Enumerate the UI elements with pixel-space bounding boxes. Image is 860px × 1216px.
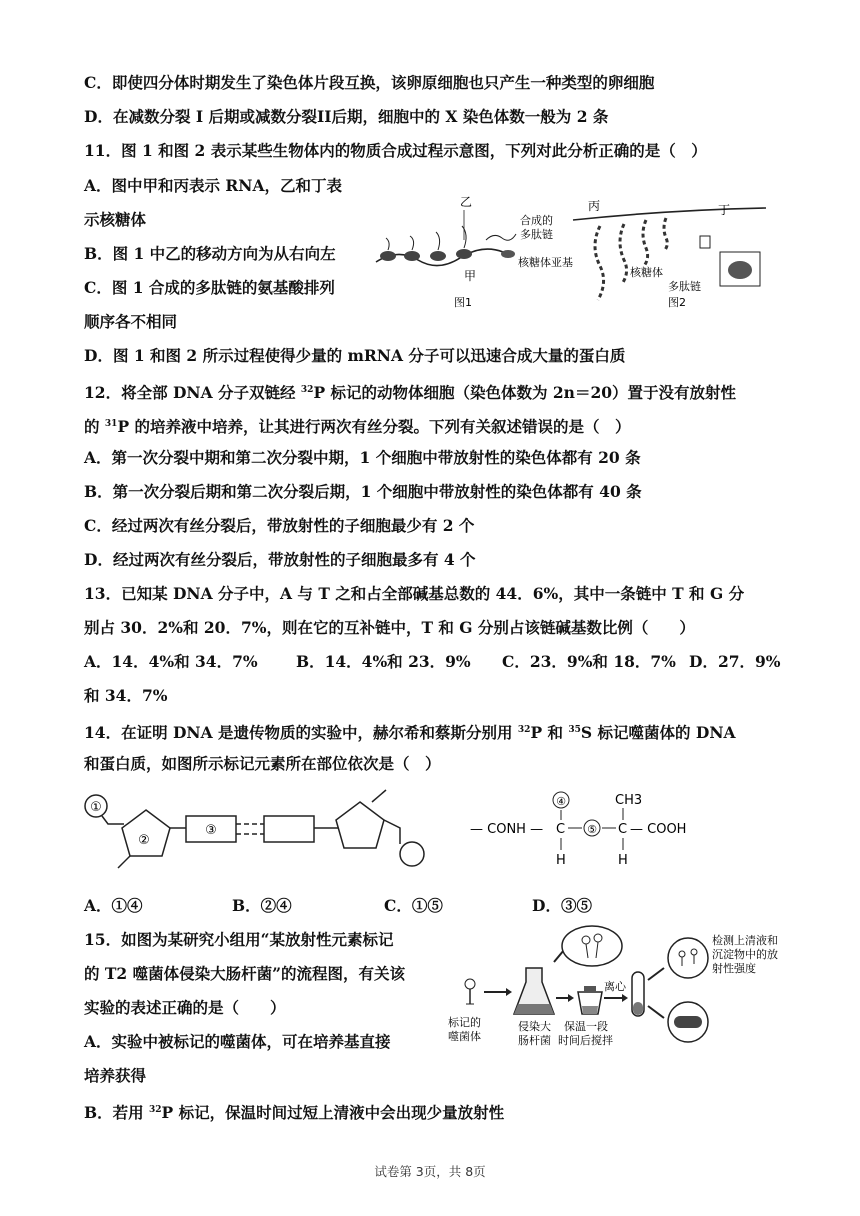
q13-options	[84, 651, 784, 673]
q12-option-d: D．经过两次有丝分裂后，带放射性的子细胞最多有 4 个	[84, 550, 476, 569]
label-labeled-line1: 标记的	[448, 1016, 481, 1029]
q15-option-a-line2: 培养获得	[84, 1066, 147, 1085]
q12-stem-line2: 的 $^{31}$P 的培养液中培养，让其进行两次有丝分裂。下列有关叙述错误的是（ ）	[84, 417, 631, 436]
marker-2: ②	[138, 833, 150, 848]
q11-option-a-line2: 示核糖体	[84, 210, 147, 229]
q14-option-a: A．①④	[84, 896, 143, 915]
q13-stem-line2: 别占 30．2%和 20．7%，则在它的互补链中，T 和 G 分别占该链碱基数比例（ ）	[84, 618, 695, 637]
test-tube-icon	[632, 972, 644, 1016]
q11-option-a-line1: A．图中甲和丙表示 RNA，乙和丁表	[84, 176, 342, 195]
q14-stem-line2: 和蛋白质，如图所示标记元素所在部位依次是（ ）	[84, 754, 441, 773]
label-peptide-chain: 多肽链	[668, 280, 701, 293]
phage-experiment-flowchart	[442, 922, 832, 1052]
label-conh: — CONH —	[470, 822, 544, 837]
q15-option-b: B．若用 $^{32}$P 标记，保温时间过短上清液中会出现少量放射性	[84, 1103, 505, 1122]
flask-icon	[514, 968, 554, 1014]
q13-option-b: B．14．4%和 23．9%	[296, 652, 471, 671]
label-cooh: — COOH	[630, 822, 687, 837]
nucleotide-diagram	[82, 788, 442, 888]
q14-option-c: C．①⑤	[384, 896, 443, 915]
q14-stem-line1: 14．在证明 DNA 是遗传物质的实验中，赫尔希和蔡斯分别用 $^{32}$P 和 $^{35}$S 标记噬菌体的 DNA	[84, 723, 736, 742]
q13-option-c: C．23．9%和 18．7%	[502, 652, 676, 671]
carbon-1: C	[556, 822, 566, 837]
label-ding: 丁	[718, 203, 731, 217]
hydrogen-1: H	[556, 853, 566, 868]
pellet-icon	[668, 1002, 708, 1042]
hydrogen-2: H	[618, 853, 628, 868]
q15-stem-line1: 15．如图为某研究小组用“某放射性元素标记	[84, 930, 394, 949]
q12-option-c: C．经过两次有丝分裂后，带放射性的子细胞最少有 2 个	[84, 516, 475, 535]
q12-stem-line1: 12．将全部 DNA 分子双链经 $^{32}$P 标记的动物体细胞（染色体数为 2n＝20）置于没有放射性	[84, 383, 737, 402]
label-infect-line2: 肠杆菌	[518, 1034, 551, 1047]
supernatant-icon	[668, 938, 708, 978]
q13-option-a: A．14．4%和 34．7%	[84, 652, 258, 671]
label-labeled-line2: 噬菌体	[448, 1030, 481, 1043]
marker-5: ⑤	[587, 823, 597, 836]
phage-icon	[465, 979, 475, 1004]
q11-stem: 11．图 1 和图 2 表示某些生物体内的物质合成过程示意图，下列对此分析正确的是（ ）	[84, 141, 707, 160]
q15-stem-line3: 实验的表述正确的是（ ）	[84, 998, 286, 1017]
label-yi: 乙	[460, 195, 473, 209]
label-detect-line1: 检测上清液和	[712, 934, 778, 947]
fig1-caption: 图1	[454, 296, 472, 309]
q11-option-c-line2: 顺序各不相同	[84, 312, 178, 331]
label-jia: 甲	[464, 269, 477, 283]
label-centrifuge: 离心	[604, 980, 626, 993]
q12-option-b: B．第一次分裂后期和第二次分裂后期，1 个细胞中带放射性的染色体都有 40 条	[84, 482, 642, 501]
blender-icon	[578, 986, 602, 1014]
magnified-phage-icon	[562, 926, 622, 966]
carbon-2: C	[618, 822, 628, 837]
label-peptide-line2: 多肽链	[520, 228, 553, 241]
q10-option-d: D．在减数分裂 I 后期或减数分裂II后期，细胞中的 X 染色体数一般为 2 条	[84, 107, 609, 126]
marker-3: ③	[205, 823, 217, 838]
q15-stem-line2: 的 T2 噬菌体侵染大肠杆菌”的流程图，有关该	[84, 964, 406, 983]
q11-option-d: D．图 1 和图 2 所示过程使得少量的 mRNA 分子可以迅速合成大量的蛋白质	[84, 346, 626, 365]
q12-option-a: A．第一次分裂中期和第二次分裂中期，1 个细胞中带放射性的染色体都有 20 条	[84, 448, 641, 467]
polysome-icon	[595, 218, 667, 300]
peptide-structure-diagram	[470, 788, 730, 878]
label-bing: 丙	[588, 199, 601, 213]
marker-1: ①	[90, 800, 102, 815]
q13-option-d: D．27．9%	[689, 652, 781, 671]
ribosome-icon	[380, 226, 472, 261]
q15-option-a-line1: A．实验中被标记的噬菌体，可在培养基直接	[84, 1032, 391, 1051]
q13-stem-line1: 13．已知某 DNA 分子中，A 与 T 之和占全部碱基总数的 44．6%，其中一条链中 T 和 G 分	[84, 584, 745, 603]
q14-options	[84, 895, 784, 917]
label-infect-line1: 侵染大	[518, 1020, 551, 1033]
label-detect-line3: 射性强度	[712, 962, 756, 975]
label-detect-line2: 沉淀物中的放	[712, 948, 778, 961]
label-keep-line2: 时间后搅拌	[558, 1034, 613, 1047]
label-ch3: CH3	[615, 793, 643, 808]
label-keep-line1: 保温一段	[564, 1020, 608, 1033]
label-peptide-line1: 合成的	[520, 214, 553, 227]
q14-option-d: D．③⑤	[532, 896, 592, 915]
page-footer: 试卷第 3页，共 8页	[374, 1164, 486, 1179]
marker-4: ④	[556, 795, 566, 808]
label-subunit: 核糖体亚基	[518, 256, 573, 269]
q11-option-c-line1: C．图 1 合成的多肽链的氨基酸排列	[84, 278, 335, 297]
fig2-caption: 图2	[668, 296, 686, 309]
q13-option-d-cont: 和 34．7%	[84, 686, 168, 705]
q10-option-c: C．即使四分体时期发生了染色体片段互换，该卵原细胞也只产生一种类型的卵细胞	[84, 73, 655, 92]
q11-translation-figure	[368, 190, 768, 320]
q11-option-b: B．图 1 中乙的移动方向为从右向左	[84, 244, 336, 263]
q14-option-b: B．②④	[232, 896, 292, 915]
label-ribosome: 核糖体	[630, 266, 663, 279]
